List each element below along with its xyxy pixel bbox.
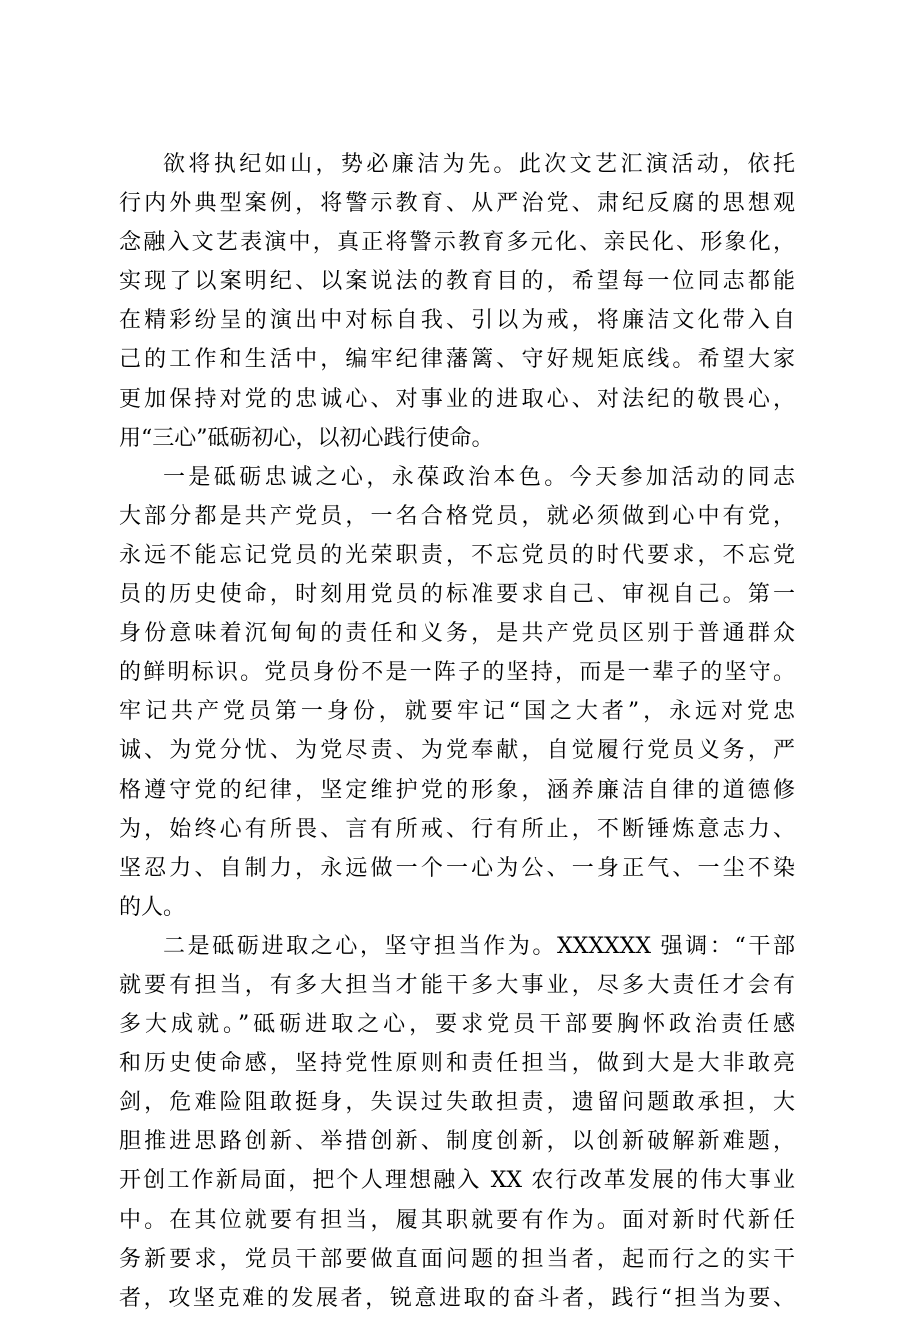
paragraph-1	[119, 145, 795, 458]
text-line: 大部分都是共产党员，一名合格党员，就必须做到心中有党，	[119, 503, 795, 529]
text-line: 就要有担当，有多大担当才能干多大事业，尽多大责任才会有	[119, 972, 795, 998]
text-line: 者，攻坚克难的发展者，锐意进取的奋斗者，践行“担当为要、	[119, 1285, 795, 1311]
text-line: 和历史使命感，坚持党性原则和责任担当，做到大是大非敢亮	[119, 1051, 795, 1077]
document-body	[119, 145, 795, 1318]
text-line: 更加保持对党的忠诚心、对事业的进取心、对法纪的敬畏心，	[119, 386, 795, 412]
text-line: 念融入文艺表演中，真正将警示教育多元化、亲民化、形象化，	[119, 230, 795, 256]
text-line: 剑，危难险阻敢挺身，失误过失敢担责，遗留问题敢承担，大	[119, 1090, 795, 1116]
text-line: 用“三心”砥砺初心，以初心践行使命。	[119, 425, 494, 451]
text-line: 欲将执纪如山，势必廉洁为先。此次文艺汇演活动，依托	[163, 152, 795, 177]
text-line: 的人。	[119, 894, 186, 920]
text-line: 在精彩纷呈的演出中对标自我、引以为戒，将廉洁文化带入自	[119, 308, 795, 334]
text-line: 的鲜明标识。党员身份不是一阵子的坚持，而是一辈子的坚守。	[119, 660, 795, 686]
text-line: 行内外典型案例，将警示教育、从严治党、肃纪反腐的思想观	[119, 191, 795, 217]
paragraph-2	[119, 458, 795, 927]
text-line: 身份意味着沉甸甸的责任和义务，是共产党员区别于普通群众	[119, 621, 795, 647]
text-line: 诚、为党分忧、为党尽责、为党奉献，自觉履行党员义务，严	[119, 738, 795, 764]
text-line: 永远不能忘记党员的光荣职责，不忘党员的时代要求，不忘党	[119, 542, 795, 568]
text-line: 坚忍力、自制力，永远做一个一心为公、一身正气、一尘不染	[119, 855, 795, 881]
text-line: 为，始终心有所畏、言有所戒、行有所止，不断锤炼意志力、	[119, 816, 795, 842]
text-line: 实现了以案明纪、以案说法的教育目的，希望每一位同志都能	[119, 269, 795, 295]
text-line: 胆推进思路创新、举措创新、制度创新，以创新破解新难题，	[119, 1129, 795, 1155]
paragraph-3	[119, 927, 795, 1318]
text-line: 务新要求，党员干部要做直面问题的担当者，起而行之的实干	[119, 1246, 795, 1272]
text-line: 中。在其位就要有担当，履其职就要有作为。面对新时代新任	[119, 1207, 795, 1233]
text-line: 一是砥砺忠诚之心，永葆政治本色。今天参加活动的同志	[163, 464, 795, 490]
text-line: 牢记共产党员第一身份，就要牢记“国之大者”，永远对党忠	[119, 699, 795, 725]
text-line: 己的工作和生活中，编牢纪律藩篱、守好规矩底线。希望大家	[119, 347, 795, 373]
text-line: 格遵守党的纪律，坚定维护党的形象，涵养廉洁自律的道德修	[119, 777, 795, 803]
text-line: 员的历史使命，时刻用党员的标准要求自己、审视自己。第一	[119, 582, 795, 608]
text-line: 多大成就。”砥砺进取之心，要求党员干部要胸怀政治责任感	[119, 1012, 795, 1038]
text-line: 开创工作新局面，把个人理想融入 XX 农行改革发展的伟大事业	[119, 1168, 795, 1194]
text-line: 二是砥砺进取之心，坚守担当作为。XXXXXX 强调：“干部	[163, 933, 795, 959]
